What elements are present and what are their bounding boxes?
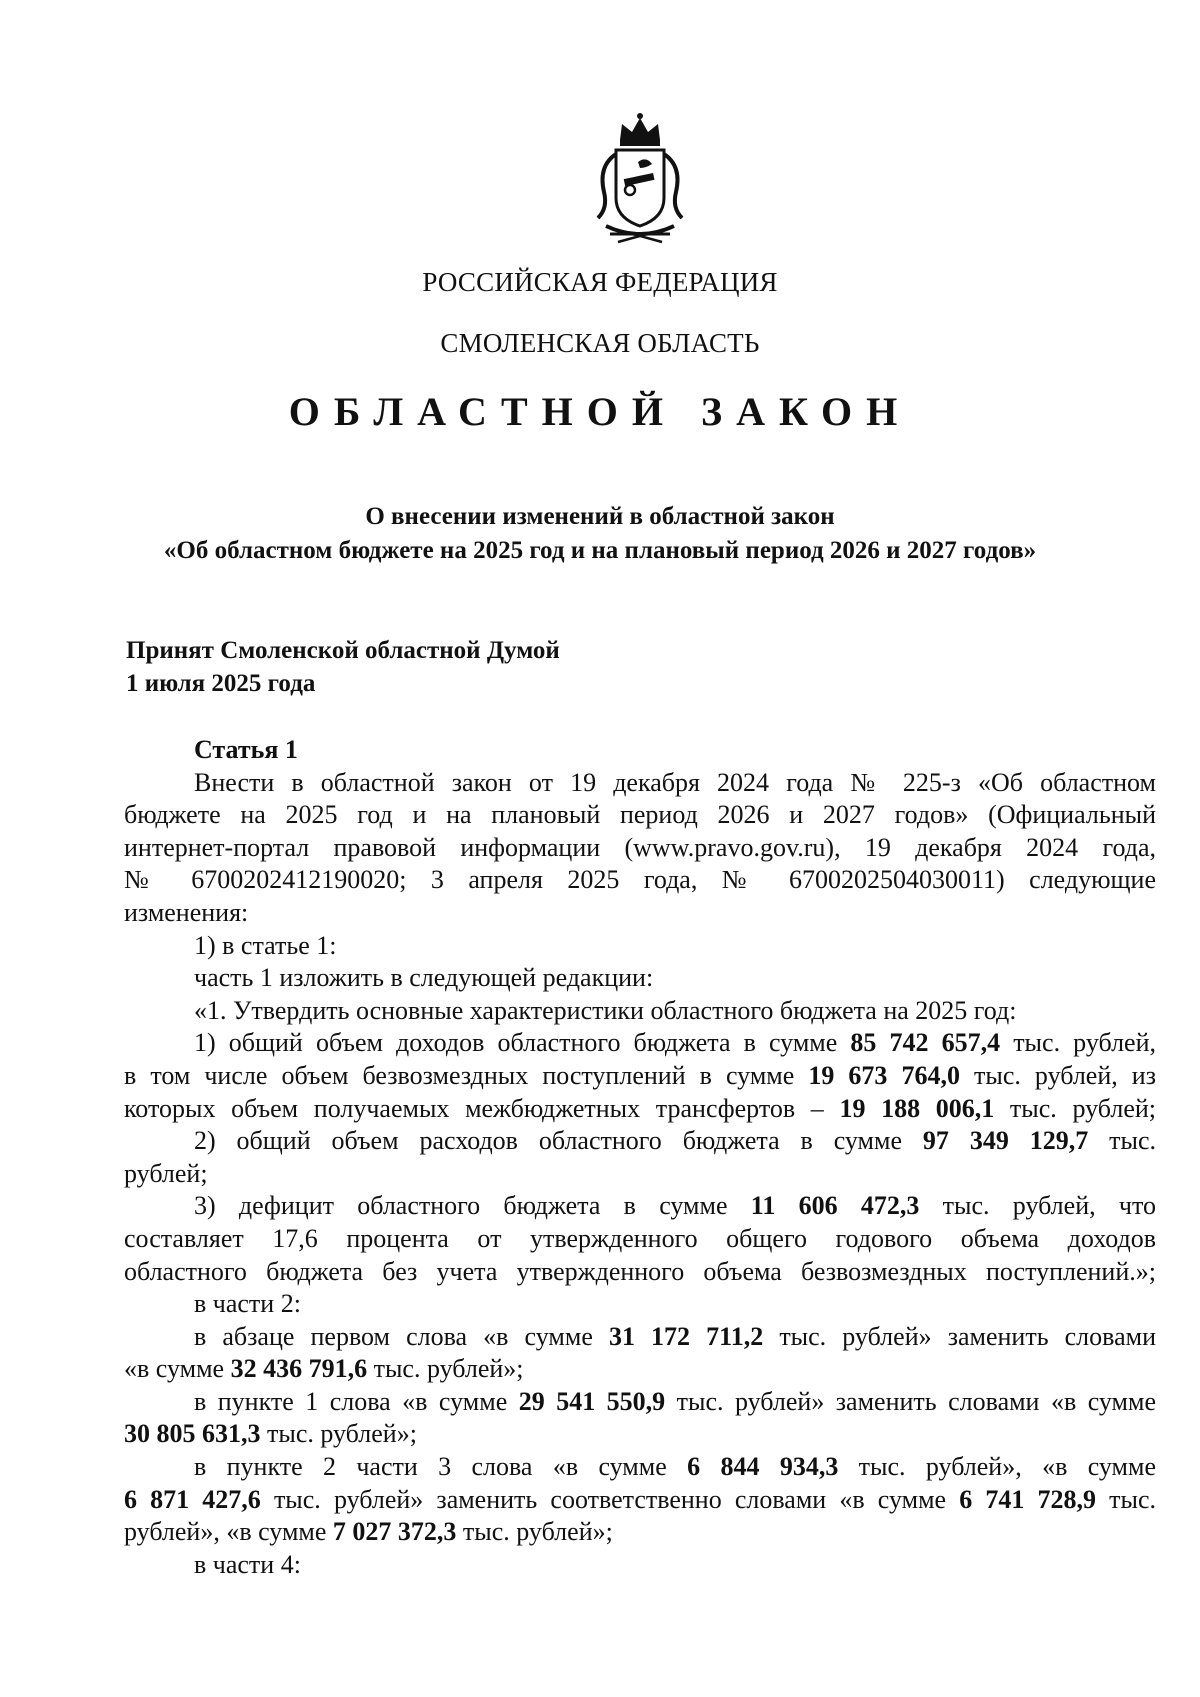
amount-value: 85 742 657,4	[850, 1028, 1001, 1058]
amount-value: 6 844 934,3	[687, 1452, 839, 1482]
paragraph-line: рублей», «в сумме 7 027 372,3 тыс. рублей»;	[124, 1517, 613, 1547]
amount-value: 32 436 791,6	[230, 1354, 368, 1384]
amount-value: 19 188 006,1	[839, 1093, 995, 1123]
paragraph-line: в части 4:	[194, 1549, 301, 1579]
paragraph-line: «1. Утвердить основные характеристики областного бюджета на 2025 год:	[194, 995, 1017, 1025]
adoption-date: 1 июля 2025 года	[126, 670, 316, 697]
paragraph-line: 3) дефицит областного бюджета в сумме 11 606 472,3 тыс. рублей, что	[194, 1191, 1156, 1221]
paragraph-line: 6 871 427,6 тыс. рублей» заменить соответственно словами «в сумме 6 741 728,9 тыс.	[124, 1484, 1157, 1514]
country-name: РОССИЙСКАЯ ФЕДЕРАЦИЯ	[422, 267, 778, 297]
paragraph-line: 1) в статье 1:	[194, 930, 337, 960]
article-body	[124, 734, 1156, 1581]
paragraph-line: областного бюджета без учета утвержденного объема безвозмездных поступлений.»;	[124, 1256, 1156, 1286]
smolensk-coat-of-arms-icon	[580, 110, 700, 245]
paragraph-line: 30 805 631,3 тыс. рублей»;	[124, 1419, 417, 1449]
amount-value: 29 541 550,9	[518, 1386, 666, 1416]
law-subject-line-1: О внесении изменений в областной закон	[365, 503, 835, 530]
paragraph-line: часть 1 изложить в следующей редакции:	[194, 963, 654, 993]
paragraph-line: в абзаце первом слова «в сумме 31 172 711,2 тыс. рублей» заменить словами	[194, 1321, 1156, 1351]
paragraph-line: в том числе объем безвозмездных поступлений в сумме 19 673 764,0 тыс. рублей, из	[124, 1060, 1156, 1090]
amount-value: 19 673 764,0	[808, 1060, 960, 1090]
paragraph-line: Внести в областной закон от 19 декабря 2024 года № 225-з «Об областном	[194, 767, 1156, 797]
article-title: Статья 1	[194, 735, 298, 764]
amount-value: 6 741 728,9	[959, 1484, 1097, 1514]
amount-value: 97 349 129,7	[922, 1126, 1089, 1156]
amount-value: 6 871 427,6	[124, 1484, 261, 1514]
paragraph-line: в части 2:	[194, 1289, 301, 1319]
paragraph-line: изменения:	[124, 897, 249, 927]
paragraph-line: «в сумме 32 436 791,6 тыс. рублей»;	[124, 1354, 524, 1384]
amount-value: 31 172 711,2	[608, 1321, 764, 1351]
adoption-body: Принят Смоленской областной Думой	[126, 637, 560, 664]
paragraph-line: № 6700202412190020; 3 апреля 2025 года, № 6700202504030011) следующие	[124, 865, 1156, 895]
paragraph-line: в пункте 1 слова «в сумме 29 541 550,9 тыс. рублей» заменить словами «в сумме	[194, 1386, 1156, 1416]
amount-value: 7 027 372,3	[332, 1517, 457, 1547]
paragraph-line: 1) общий объем доходов областного бюджета в сумме 85 742 657,4 тыс. рублей,	[194, 1028, 1156, 1058]
paragraph-line: бюджете на 2025 год и на плановый период 2026 и 2027 годов» (Официальный	[124, 800, 1156, 830]
amount-value: 11 606 472,3	[750, 1191, 920, 1221]
paragraph-line: которых объем получаемых межбюджетных трансфертов – 19 188 006,1 тыс. рублей;	[124, 1093, 1156, 1123]
amount-value: 30 805 631,3	[124, 1419, 261, 1449]
paragraph-line: рублей;	[124, 1158, 208, 1188]
paragraph-line: интернет-портал правовой информации (www.pravo.gov.ru), 19 декабря 2024 года,	[124, 832, 1156, 862]
paragraph-line: составляет 17,6 процента от утвержденного общего годового объема доходов	[124, 1223, 1156, 1253]
paragraph-line: 2) общий объем расходов областного бюджета в сумме 97 349 129,7 тыс.	[194, 1126, 1157, 1156]
paragraph-line: в пункте 2 части 3 слова «в сумме 6 844 934,3 тыс. рублей», «в сумме	[194, 1452, 1156, 1482]
region-name: СМОЛЕНСКАЯ ОБЛАСТЬ	[440, 328, 760, 358]
document-type-title: ОБЛАСТНОЙ ЗАКОН	[288, 389, 912, 434]
law-subject-line-2: «Об областном бюджете на 2025 год и на плановый период 2026 и 2027 годов»	[163, 537, 1037, 564]
